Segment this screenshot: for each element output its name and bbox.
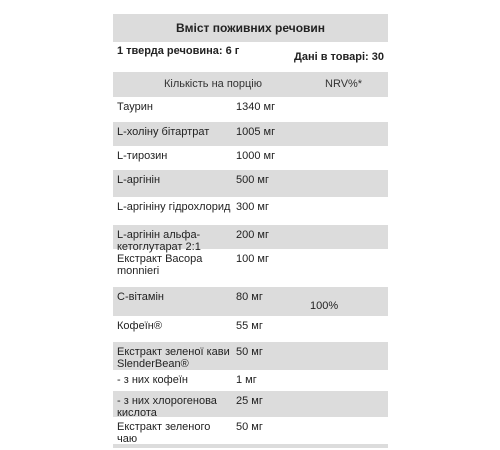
- nutrient-amount: 500 мг: [236, 174, 269, 186]
- nutrient-amount: 1005 мг: [236, 126, 276, 138]
- nutrient-name: Таурин: [117, 101, 153, 113]
- nutrient-amount: 50 мг: [236, 346, 263, 358]
- table-row: [113, 287, 388, 316]
- table-row: [113, 316, 388, 342]
- table-row: [113, 146, 388, 170]
- nutrient-amount: 25 мг: [236, 395, 263, 407]
- serving-size: 1 тверда речовина: 6 г: [117, 45, 240, 57]
- nutrition-table: [113, 14, 388, 448]
- table-row: [113, 225, 388, 253]
- nutrient-amount: 50 мг: [236, 421, 263, 433]
- nutrient-name: L-аргінін: [117, 174, 161, 186]
- nutrient-amount: 1340 мг: [236, 101, 276, 113]
- nutrient-name: С-вітамін: [117, 291, 165, 303]
- table-row: [113, 342, 388, 370]
- nutrient-name: Екстракт зеленого чаю: [117, 421, 211, 445]
- nutrient-amount: 300 мг: [236, 201, 269, 213]
- nutrient-name: L-холіну бітартрат: [117, 126, 210, 138]
- table-row: [113, 170, 388, 197]
- nutrient-rows: [113, 97, 388, 444]
- nutrient-nrv: 100%: [310, 300, 339, 312]
- table-row: [113, 370, 388, 391]
- table-row: [113, 197, 388, 225]
- nutrient-name: Кофеїн®: [117, 320, 162, 332]
- nutrient-amount: 80 мг: [236, 291, 263, 303]
- nutrient-name: L-тирозин: [117, 150, 168, 162]
- column-header-nrv: NRV%*: [325, 78, 363, 90]
- nutrient-name: Екстракт зеленої кави SlenderBean®: [117, 346, 230, 370]
- serving-info: [113, 42, 388, 72]
- table-row: [113, 417, 388, 444]
- nutrient-name: - з них хлорогенова кислота: [117, 395, 217, 419]
- column-header-amount: Кількість на порцію: [163, 78, 263, 90]
- nutrient-amount: 100 мг: [236, 253, 269, 265]
- nutrient-name: - з них кофеїн: [117, 374, 188, 386]
- table-row: [113, 97, 388, 122]
- nutrient-amount: 1 мг: [236, 374, 257, 386]
- table-row: [113, 391, 388, 417]
- table-row: [113, 249, 388, 287]
- nutrient-amount: 55 мг: [236, 320, 263, 332]
- nutrient-name: Екстракт Bacopa monnieri: [117, 253, 203, 277]
- nutrient-name: L-аргінін альфа-кетоглутарат 2:1: [117, 229, 201, 253]
- nutrient-amount: 200 мг: [236, 229, 269, 241]
- table-row: [113, 122, 388, 146]
- nutrient-amount: 1000 мг: [236, 150, 276, 162]
- servings-per-container: Дані в товарі: 30: [294, 51, 384, 63]
- column-header: [113, 72, 388, 97]
- nutrient-name: L-аргініну гідрохлорид: [117, 201, 231, 213]
- table-title: Вміст поживних речовин: [113, 14, 388, 42]
